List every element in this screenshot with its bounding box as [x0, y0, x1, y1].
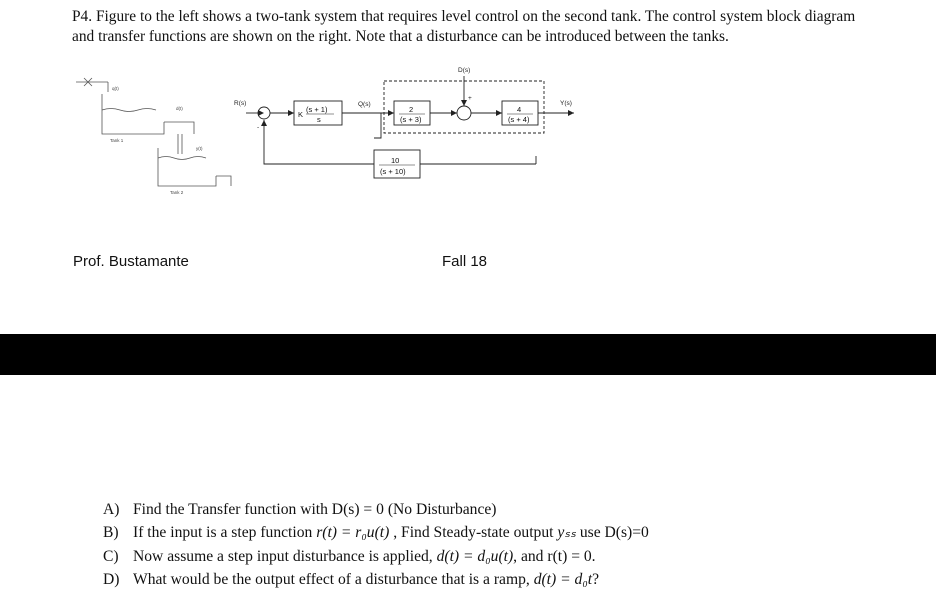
question-d	[103, 568, 903, 591]
disturbance-label: D(s)	[458, 67, 471, 74]
question-label: B)	[103, 524, 119, 542]
flow-label: d(t)	[176, 106, 183, 111]
question-text: Now assume a step input disturbance is applied,	[133, 547, 437, 565]
q-in-label: q(t)	[112, 86, 119, 91]
question-text: , and r(t) = 0.	[513, 547, 596, 565]
output-label: Y(s)	[560, 100, 572, 107]
math-expression: d(t) = d₀t	[533, 570, 593, 588]
tank1-numerator: 2	[409, 105, 414, 114]
question-label: D)	[103, 570, 120, 588]
black-bar	[0, 334, 936, 375]
question-c	[103, 545, 903, 568]
plus-sign: +	[468, 95, 472, 102]
intermediate-label: Q(s)	[358, 101, 371, 108]
problem-statement: P4. Figure to the left shows a two-tank system that requires level control on the second tank. The control system block diagram and transfer functions are shown on the right. Note that a disturbance can be introduced between the tanks.	[72, 8, 856, 45]
question-label: C)	[103, 547, 119, 565]
question-label: A)	[103, 501, 120, 518]
tank1-denominator: (s + 3)	[400, 115, 422, 124]
outflow-pipe	[216, 176, 231, 186]
question-text: ?	[592, 570, 599, 588]
tank2-label: Tank 2	[170, 190, 184, 195]
question-text: What would be the output effect of a disturbance that is a ramp,	[133, 570, 534, 588]
feedback-denominator: (s + 10)	[380, 167, 406, 176]
feedback-line	[264, 120, 374, 164]
question-a	[103, 498, 903, 521]
math-expression: yₛₛ	[557, 524, 576, 542]
question-text: use D(s)=0	[575, 524, 649, 542]
question-text: If the input is a step function	[133, 524, 317, 542]
two-tank-figure	[66, 64, 586, 199]
tank2-numerator: 4	[517, 105, 522, 114]
term-label: Fall 18	[442, 253, 488, 270]
tank1-level	[102, 109, 156, 112]
controller-gain: K	[298, 110, 304, 119]
figure-svg	[66, 64, 586, 199]
question-list	[103, 498, 903, 591]
input-label: R(s)	[234, 100, 247, 107]
level-label: y(t)	[196, 146, 203, 151]
question-b	[103, 521, 903, 544]
tank1-label: Tank 1	[110, 138, 124, 143]
tank1-outline	[102, 94, 164, 134]
tank2-level	[158, 157, 206, 160]
controller-numerator: (s + 1)	[306, 105, 328, 114]
connecting-pipe	[164, 122, 194, 134]
feedback-numerator: 10	[391, 156, 400, 165]
minus-sign: -	[257, 124, 260, 131]
tank-sketch	[76, 78, 231, 186]
question-text: Find the Transfer function with D(s) = 0 (No Disturbance)	[133, 501, 497, 518]
block-diagram	[246, 76, 574, 178]
math-expression: r(t) = r₀u(t)	[316, 524, 390, 542]
controller-denominator: s	[317, 115, 321, 124]
summing-junction-2	[457, 106, 471, 120]
tank2-outline	[158, 148, 216, 186]
math-expression: d(t) = d₀u(t)	[436, 547, 514, 565]
question-text: , Find Steady-state output	[389, 524, 558, 542]
tank2-denominator: (s + 4)	[508, 115, 530, 124]
author-name: Prof. Bustamante	[73, 253, 189, 270]
